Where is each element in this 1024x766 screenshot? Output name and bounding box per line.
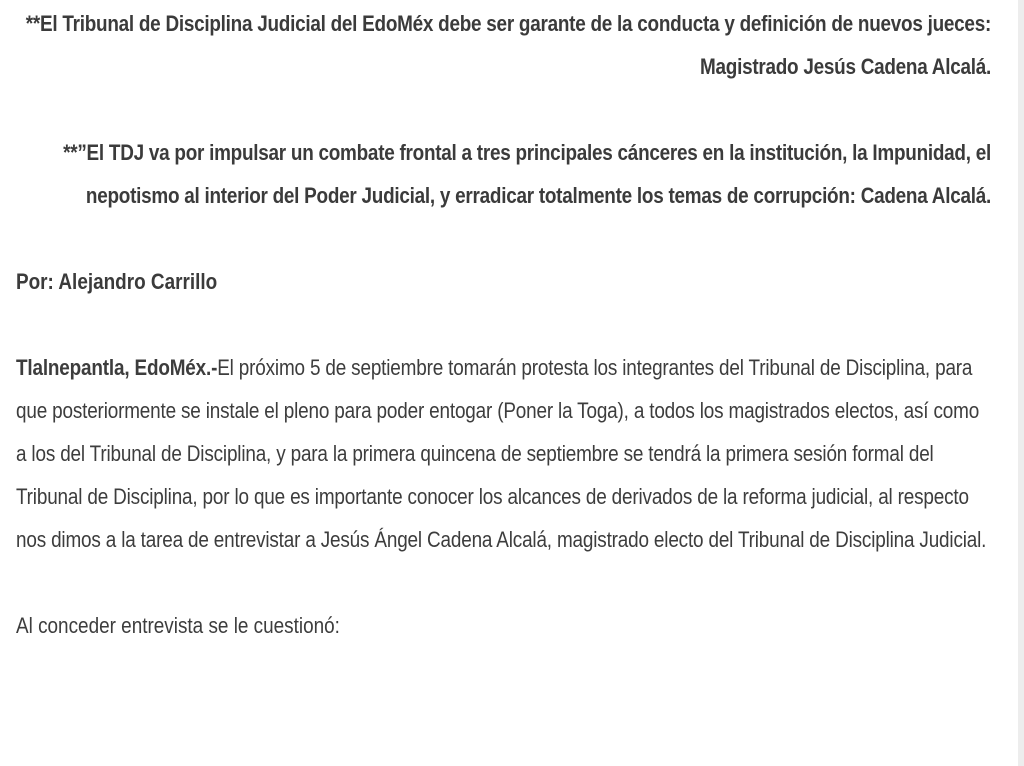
paragraph-text: El próximo 5 de septiembre tomarán protesta los integrantes del Tribunal de Disciplina, para que posteriormente se instale el pleno para poder entogar (Poner la Toga), a todos los magistrados electos, así como a los del Tribunal de Disciplina, y para la primera quincena de septiembre se tendrá la primera sesión formal del Tribunal de Disciplina, por lo que es importante conocer los alcances de derivados de la reforma judicial, al respecto nos dimos a la tarea de entrevistar a Jesús Ángel Cadena Alcalá, magistrado electo del Tribunal de Disciplina Judicial. bbox=[16, 355, 987, 552]
article-body bbox=[16, 0, 991, 647]
byline: Por: Alejandro Carrillo bbox=[16, 269, 218, 294]
article-subhead-1: **El Tribunal de Disciplina Judicial del EdoMéx debe ser garante de la conducta y definición de nuevos jueces: Magistrado Jesús Cadena Alcalá. bbox=[25, 11, 991, 79]
article-paragraph bbox=[16, 346, 991, 561]
dateline: Tlalnepantla, EdoMéx.- bbox=[16, 355, 218, 380]
scrollbar[interactable] bbox=[1018, 0, 1024, 766]
question-intro: Al conceder entrevista se le cuestionó: bbox=[16, 613, 340, 638]
article-subhead-2: **”El TDJ va por impulsar un combate frontal a tres principales cánceres en la institución, la Impunidad, el nepotismo al interior del Poder Judicial, y erradicar totalmente los temas de corrupción: Cadena Alcalá. bbox=[63, 140, 992, 208]
